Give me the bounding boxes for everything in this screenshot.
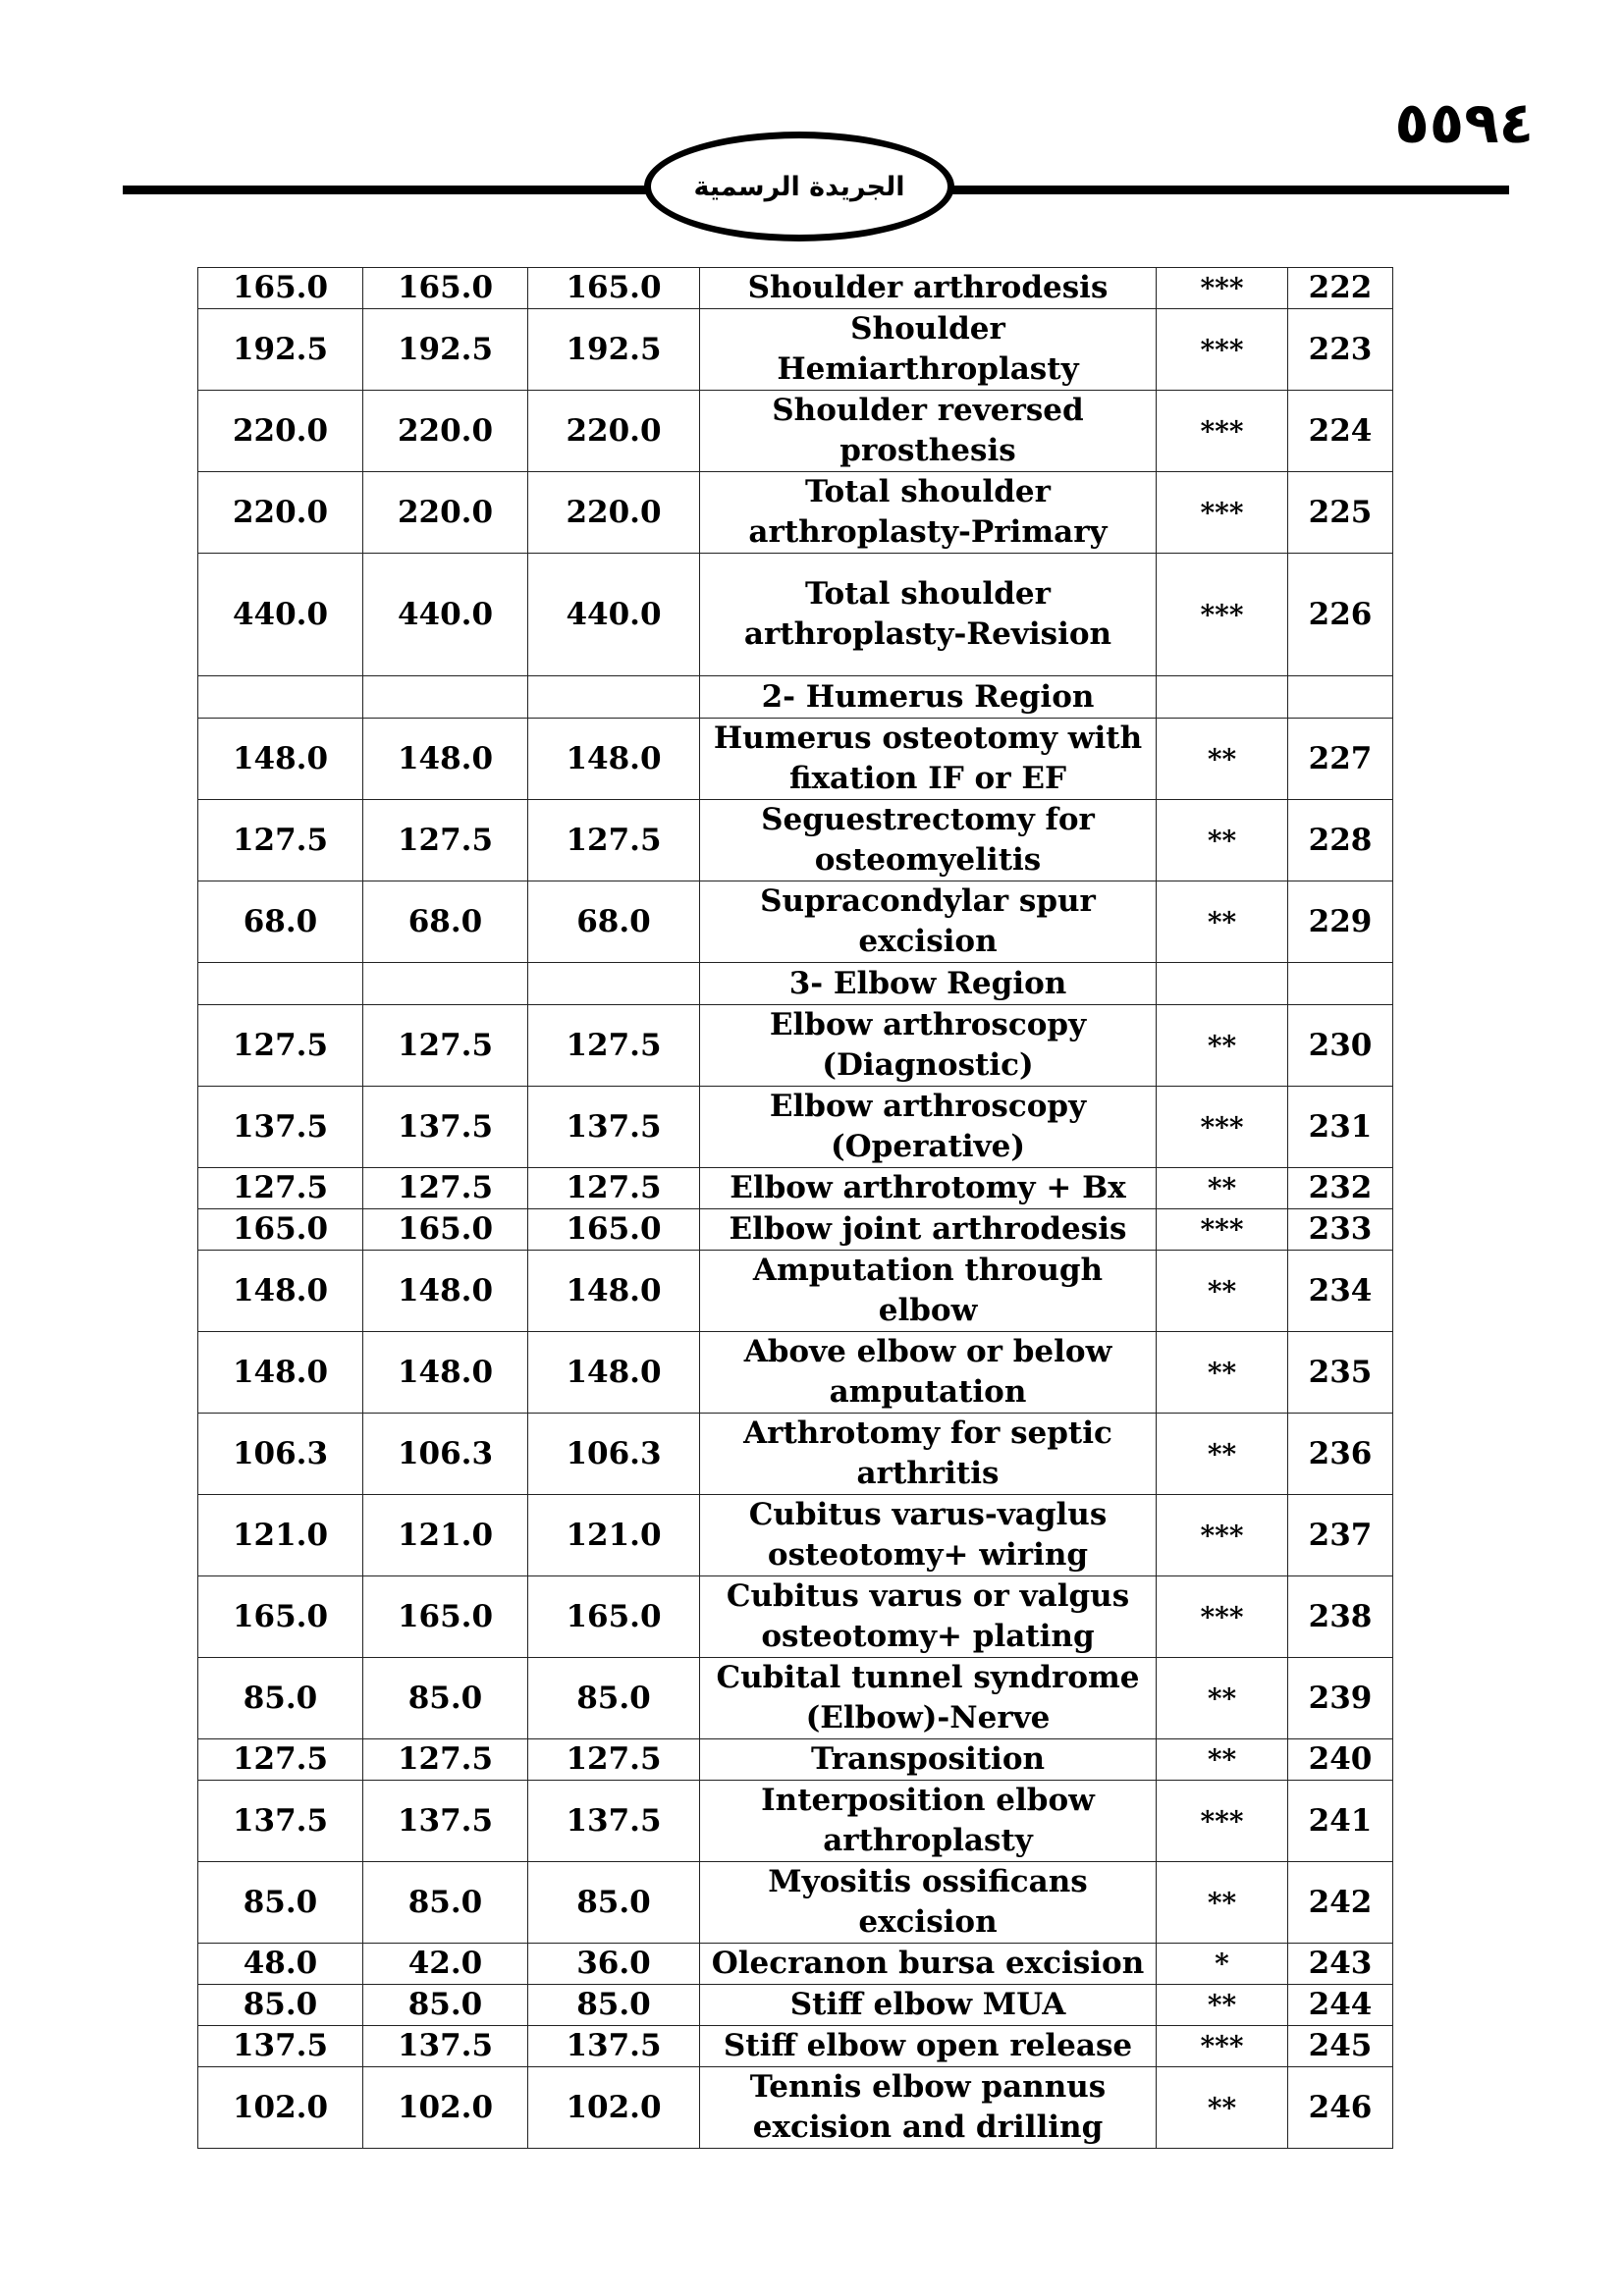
fee-value-1: 440.0	[198, 554, 363, 676]
procedure-name: Transposition	[700, 1739, 1157, 1781]
fee-table	[197, 267, 1393, 2149]
fee-value-1: 165.0	[198, 1209, 363, 1251]
fee-value-1: 68.0	[198, 881, 363, 963]
category-stars: ***	[1157, 554, 1288, 676]
category-stars: ***	[1157, 1087, 1288, 1168]
fee-value-3: 137.5	[528, 2026, 700, 2067]
table-row	[198, 1332, 1393, 1414]
procedure-name: 3- Elbow Region	[700, 963, 1157, 1005]
fee-value-1: 85.0	[198, 1862, 363, 1944]
category-stars: ***	[1157, 2026, 1288, 2067]
category-stars: **	[1157, 800, 1288, 881]
fee-value-3: 127.5	[528, 1739, 700, 1781]
category-stars: **	[1157, 881, 1288, 963]
fee-value-2: 137.5	[363, 2026, 528, 2067]
table-row	[198, 1944, 1393, 1985]
table-row	[198, 800, 1393, 881]
fee-value-1: 85.0	[198, 1658, 363, 1739]
table-row	[198, 1005, 1393, 1087]
procedure-code	[1288, 676, 1393, 719]
category-stars: **	[1157, 1251, 1288, 1332]
procedure-name: Shoulder reversed prosthesis	[700, 391, 1157, 472]
procedure-name: Stiff elbow open release	[700, 2026, 1157, 2067]
category-stars: **	[1157, 1985, 1288, 2026]
category-stars: **	[1157, 1658, 1288, 1739]
fee-value-1: 102.0	[198, 2067, 363, 2149]
procedure-name: Humerus osteotomy with fixation IF or EF	[700, 719, 1157, 800]
fee-value-3: 137.5	[528, 1087, 700, 1168]
fee-table-body	[198, 268, 1393, 2149]
fee-value-1: 48.0	[198, 1944, 363, 1985]
fee-value-2: 165.0	[363, 1576, 528, 1658]
table-row	[198, 963, 1393, 1005]
fee-value-3: 192.5	[528, 309, 700, 391]
procedure-code: 229	[1288, 881, 1393, 963]
category-stars: **	[1157, 1168, 1288, 1209]
table-row	[198, 554, 1393, 676]
procedure-code: 238	[1288, 1576, 1393, 1658]
procedure-name: Shoulder arthrodesis	[700, 268, 1157, 309]
fee-value-1: 106.3	[198, 1414, 363, 1495]
fee-value-1: 165.0	[198, 268, 363, 309]
category-stars: ***	[1157, 1781, 1288, 1862]
procedure-name: Stiff elbow MUA	[700, 1985, 1157, 2026]
fee-value-2: 102.0	[363, 2067, 528, 2149]
procedure-name: Elbow arthrotomy + Bx	[700, 1168, 1157, 1209]
fee-value-2: 127.5	[363, 1005, 528, 1087]
procedure-name: Cubitus varus-vaglus osteotomy+ wiring	[700, 1495, 1157, 1576]
table-row	[198, 1781, 1393, 1862]
procedure-code: 231	[1288, 1087, 1393, 1168]
fee-value-1	[198, 676, 363, 719]
category-stars: ***	[1157, 1495, 1288, 1576]
category-stars: **	[1157, 1414, 1288, 1495]
table-row	[198, 1414, 1393, 1495]
table-row	[198, 2067, 1393, 2149]
fee-value-1	[198, 963, 363, 1005]
procedure-name: Total shoulder arthroplasty-Revision	[700, 554, 1157, 676]
fee-value-1: 127.5	[198, 800, 363, 881]
fee-value-2: 148.0	[363, 1332, 528, 1414]
fee-value-2: 68.0	[363, 881, 528, 963]
table-row	[198, 1576, 1393, 1658]
procedure-code: 228	[1288, 800, 1393, 881]
fee-value-1: 127.5	[198, 1005, 363, 1087]
procedure-code	[1288, 963, 1393, 1005]
procedure-name: Interposition elbow arthroplasty	[700, 1781, 1157, 1862]
fee-value-2: 85.0	[363, 1862, 528, 1944]
procedure-name: Cubital tunnel syndrome (Elbow)-Nerve	[700, 1658, 1157, 1739]
fee-value-2: 148.0	[363, 1251, 528, 1332]
category-stars: *	[1157, 1944, 1288, 1985]
fee-value-2: 106.3	[363, 1414, 528, 1495]
table-row	[198, 1739, 1393, 1781]
procedure-name: Elbow arthroscopy (Operative)	[700, 1087, 1157, 1168]
fee-value-2: 220.0	[363, 391, 528, 472]
table-row	[198, 1251, 1393, 1332]
fee-value-2: 192.5	[363, 309, 528, 391]
table-row	[198, 1658, 1393, 1739]
fee-value-3	[528, 676, 700, 719]
table-row	[198, 268, 1393, 309]
category-stars: ***	[1157, 472, 1288, 554]
procedure-code: 234	[1288, 1251, 1393, 1332]
table-row	[198, 1862, 1393, 1944]
fee-value-3: 148.0	[528, 1251, 700, 1332]
category-stars: **	[1157, 1862, 1288, 1944]
fee-value-1: 127.5	[198, 1739, 363, 1781]
fee-value-1: 192.5	[198, 309, 363, 391]
procedure-name: Above elbow or below amputation	[700, 1332, 1157, 1414]
procedure-name: Cubitus varus or valgus osteotomy+ plating	[700, 1576, 1157, 1658]
fee-value-1: 137.5	[198, 2026, 363, 2067]
fee-value-2	[363, 963, 528, 1005]
fee-value-3: 440.0	[528, 554, 700, 676]
fee-value-3: 137.5	[528, 1781, 700, 1862]
procedure-code: 241	[1288, 1781, 1393, 1862]
fee-value-2: 127.5	[363, 800, 528, 881]
fee-value-1: 165.0	[198, 1576, 363, 1658]
procedure-code: 224	[1288, 391, 1393, 472]
masthead-oval	[644, 132, 954, 241]
procedure-code: 233	[1288, 1209, 1393, 1251]
category-stars: ***	[1157, 391, 1288, 472]
fee-value-3: 102.0	[528, 2067, 700, 2149]
procedure-name: Tennis elbow pannus excision and drilling	[700, 2067, 1157, 2149]
fee-value-3: 127.5	[528, 1168, 700, 1209]
procedure-name: Seguestrectomy for osteomyelitis	[700, 800, 1157, 881]
procedure-code: 240	[1288, 1739, 1393, 1781]
table-row	[198, 2026, 1393, 2067]
procedure-code: 246	[1288, 2067, 1393, 2149]
procedure-code: 226	[1288, 554, 1393, 676]
category-stars: **	[1157, 2067, 1288, 2149]
procedure-code: 239	[1288, 1658, 1393, 1739]
fee-value-3: 127.5	[528, 800, 700, 881]
procedure-name: 2- Humerus Region	[700, 676, 1157, 719]
procedure-name: Elbow arthroscopy (Diagnostic)	[700, 1005, 1157, 1087]
fee-value-3: 68.0	[528, 881, 700, 963]
category-stars: **	[1157, 1332, 1288, 1414]
table-row	[198, 472, 1393, 554]
fee-value-2	[363, 676, 528, 719]
fee-value-2: 137.5	[363, 1087, 528, 1168]
fee-value-2: 165.0	[363, 1209, 528, 1251]
fee-value-3: 165.0	[528, 1576, 700, 1658]
category-stars: ***	[1157, 309, 1288, 391]
fee-value-1: 148.0	[198, 1251, 363, 1332]
fee-value-2: 85.0	[363, 1658, 528, 1739]
procedure-name: Olecranon bursa excision	[700, 1944, 1157, 1985]
fee-value-2: 220.0	[363, 472, 528, 554]
procedure-name: Supracondylar spur excision	[700, 881, 1157, 963]
category-stars	[1157, 676, 1288, 719]
procedure-code: 227	[1288, 719, 1393, 800]
fee-value-2: 165.0	[363, 268, 528, 309]
fee-value-3: 165.0	[528, 268, 700, 309]
table-row	[198, 1168, 1393, 1209]
fee-value-2: 148.0	[363, 719, 528, 800]
table-row	[198, 719, 1393, 800]
table-row	[198, 309, 1393, 391]
procedure-code: 223	[1288, 309, 1393, 391]
category-stars	[1157, 963, 1288, 1005]
table-row	[198, 1495, 1393, 1576]
procedure-code: 242	[1288, 1862, 1393, 1944]
table-row	[198, 1985, 1393, 2026]
procedure-code: 244	[1288, 1985, 1393, 2026]
procedure-code: 243	[1288, 1944, 1393, 1985]
fee-value-1: 220.0	[198, 391, 363, 472]
fee-value-3: 165.0	[528, 1209, 700, 1251]
fee-value-3: 148.0	[528, 1332, 700, 1414]
fee-value-3: 148.0	[528, 719, 700, 800]
fee-value-1: 127.5	[198, 1168, 363, 1209]
fee-value-2: 127.5	[363, 1168, 528, 1209]
procedure-code: 237	[1288, 1495, 1393, 1576]
fee-value-3: 220.0	[528, 472, 700, 554]
fee-value-2: 121.0	[363, 1495, 528, 1576]
fee-value-3: 85.0	[528, 1658, 700, 1739]
category-stars: **	[1157, 719, 1288, 800]
fee-value-2: 440.0	[363, 554, 528, 676]
procedure-name: Elbow joint arthrodesis	[700, 1209, 1157, 1251]
procedure-name: Arthrotomy for septic arthritis	[700, 1414, 1157, 1495]
fee-value-1: 148.0	[198, 719, 363, 800]
table-row	[198, 1209, 1393, 1251]
procedure-name: Myositis ossificans excision	[700, 1862, 1157, 1944]
fee-value-2: 137.5	[363, 1781, 528, 1862]
masthead-title: الجريدة الرسمية	[693, 171, 905, 202]
fee-value-2: 85.0	[363, 1985, 528, 2026]
category-stars: **	[1157, 1739, 1288, 1781]
procedure-code: 236	[1288, 1414, 1393, 1495]
category-stars: **	[1157, 1005, 1288, 1087]
procedure-code: 230	[1288, 1005, 1393, 1087]
fee-value-3: 106.3	[528, 1414, 700, 1495]
procedure-code: 235	[1288, 1332, 1393, 1414]
fee-value-3: 220.0	[528, 391, 700, 472]
fee-value-3: 85.0	[528, 1862, 700, 1944]
table-row	[198, 391, 1393, 472]
fee-value-1: 148.0	[198, 1332, 363, 1414]
category-stars: ***	[1157, 268, 1288, 309]
fee-value-1: 137.5	[198, 1087, 363, 1168]
procedure-code: 245	[1288, 2026, 1393, 2067]
procedure-code: 222	[1288, 268, 1393, 309]
category-stars: ***	[1157, 1576, 1288, 1658]
category-stars: ***	[1157, 1209, 1288, 1251]
fee-value-2: 127.5	[363, 1739, 528, 1781]
fee-value-1: 85.0	[198, 1985, 363, 2026]
table-row	[198, 676, 1393, 719]
procedure-name: Amputation through elbow	[700, 1251, 1157, 1332]
fee-value-1: 121.0	[198, 1495, 363, 1576]
procedure-name: Total shoulder arthroplasty-Primary	[700, 472, 1157, 554]
table-row	[198, 881, 1393, 963]
fee-value-3: 127.5	[528, 1005, 700, 1087]
fee-value-3: 36.0	[528, 1944, 700, 1985]
fee-value-1: 220.0	[198, 472, 363, 554]
fee-value-3	[528, 963, 700, 1005]
fee-value-2: 42.0	[363, 1944, 528, 1985]
fee-value-3: 121.0	[528, 1495, 700, 1576]
procedure-code: 225	[1288, 472, 1393, 554]
fee-value-3: 85.0	[528, 1985, 700, 2026]
procedure-name: Shoulder Hemiarthroplasty	[700, 309, 1157, 391]
fee-value-1: 137.5	[198, 1781, 363, 1862]
table-row	[198, 1087, 1393, 1168]
procedure-code: 232	[1288, 1168, 1393, 1209]
page-number: ٥٥٩٤	[1394, 89, 1534, 156]
